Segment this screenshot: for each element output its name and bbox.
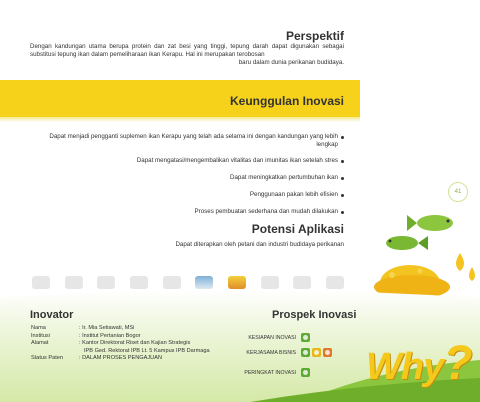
partnership-badge-icon: [301, 348, 310, 357]
why-logo: [366, 336, 472, 391]
perspektif-text-last: baru dalam dunia perikanan budidaya.: [238, 59, 344, 66]
ranking-badge-icon: [301, 368, 310, 377]
prospek-label: KESIAPAN INOVASI: [248, 334, 296, 341]
why-text: Why: [366, 346, 444, 388]
readiness-badge-icon: [301, 333, 310, 342]
detail-key: Nama: [31, 325, 46, 331]
detail-value: : DALAM PROSES PENGAJUAN: [79, 355, 162, 362]
fish-icon: [407, 215, 453, 231]
perspektif-title: Perspektif: [285, 29, 344, 43]
table-row: [31, 348, 229, 356]
droplet-icon: [456, 253, 475, 281]
table-row: [31, 355, 229, 363]
list-item: Penggunaan pakan lebih efisien: [34, 191, 344, 199]
inovator-title: Inovator: [30, 309, 74, 321]
perspektif-text-main: Dengan kandungan utama berupa protein dan zat besi yang tinggi, tepung darah dapat digunakan sebagai substitusi tepung ikan dalam pemeliharaan ikan Kerapu. Hal ini merupakan terobosan: [30, 43, 344, 58]
list-item: Dapat mengatasi/mengembalikan vitalitas dan imunitas ikan setelah stres: [34, 157, 344, 165]
potensi-text: Dapat diterapkan oleh petani dan industri budidaya perikanan: [175, 241, 344, 248]
list-item: Dapat menjadi pengganti suplemen ikan Kerapu yang telah ada selama ini dengan kandungan yang lebih lengkap: [34, 133, 344, 149]
prospek-row: [230, 348, 334, 357]
detail-key: Status Paten: [31, 355, 64, 362]
detail-value: : Institut Pertanian Bogor: [79, 332, 141, 339]
fish-icon: [386, 236, 428, 250]
detail-key: [31, 348, 79, 356]
partnership-badge-icon: [323, 348, 332, 357]
page-number: 41: [448, 182, 468, 202]
detail-value: : Ir. Mia Setiawati, MSi: [79, 325, 135, 331]
prospek-row: [230, 333, 312, 342]
perspektif-text: [30, 43, 344, 67]
list-item: Dapat meningkatkan pertumbuhan ikan: [34, 174, 344, 182]
table-row: [31, 333, 229, 341]
inovator-details: [31, 325, 229, 363]
detail-key: Institusi: [31, 332, 50, 339]
why-question-mark: ?: [443, 337, 472, 390]
prospek-label: KERJASAMA BISNIS: [246, 349, 296, 356]
detail-key: Alamat: [31, 340, 49, 347]
partnership-badge-icon: [312, 348, 321, 357]
keunggulan-list: [34, 133, 344, 225]
list-item: Proses pembuatan sederhana dan mudah dilakukan: [34, 208, 344, 216]
potensi-title: Potensi Aplikasi: [251, 222, 344, 236]
table-row: [31, 340, 229, 348]
keunggulan-title: Keunggulan Inovasi: [229, 94, 344, 108]
prospek-row: [230, 368, 312, 377]
prospek-title: Prospek Inovasi: [272, 309, 357, 321]
detail-value: IPB Ged. Rektorat IPB Lt. 5 Kampus IPB Darmaga: [84, 347, 210, 354]
prospek-label: PERINGKAT INOVASI: [244, 369, 296, 376]
detail-value: : Kantor Direktorat Riset dan Kajian Strategis: [79, 340, 191, 347]
table-row: [31, 325, 229, 333]
band-shadow: [0, 117, 360, 122]
